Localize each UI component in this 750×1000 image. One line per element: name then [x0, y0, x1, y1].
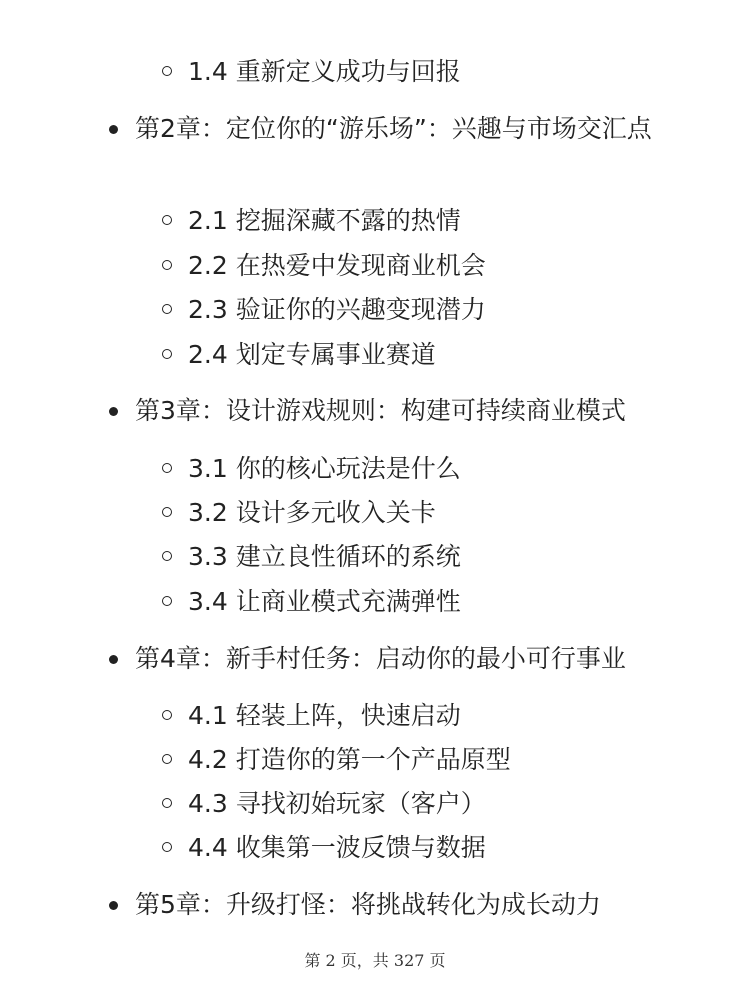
toc-section-label: 2.4 划定专属事业赛道 — [188, 340, 436, 369]
hollow-bullet-icon — [162, 463, 172, 473]
toc-chapter-3[interactable] — [135, 389, 675, 433]
hollow-bullet-icon — [162, 710, 172, 720]
page-number-footer: 第 2 页，共 327 页 — [304, 951, 446, 970]
toc-section-4-1[interactable] — [188, 694, 461, 738]
hollow-bullet-icon — [162, 260, 172, 270]
filled-bullet-icon — [109, 655, 118, 664]
toc-section-label: 2.1 挖掘深藏不露的热情 — [188, 206, 461, 235]
toc-chapter-label: 第5章：升级打怪：将挑战转化为成长动力 — [135, 890, 601, 919]
toc-section-label: 3.1 你的核心玩法是什么 — [188, 454, 461, 483]
toc-section-label: 1.4 重新定义成功与回报 — [188, 57, 461, 86]
toc-section-label: 4.2 打造你的第一个产品原型 — [188, 745, 511, 774]
hollow-bullet-icon — [162, 507, 172, 517]
toc-section-label: 2.2 在热爱中发现商业机会 — [188, 251, 486, 280]
toc-section-3-2[interactable] — [188, 491, 436, 535]
toc-section-4-3[interactable] — [188, 782, 486, 826]
toc-section-2-3[interactable] — [188, 288, 486, 332]
toc-section-2-4[interactable] — [188, 333, 436, 377]
filled-bullet-icon — [109, 407, 118, 416]
toc-section-label: 4.1 轻装上阵，快速启动 — [188, 701, 461, 730]
hollow-bullet-icon — [162, 596, 172, 606]
toc-section-4-4[interactable] — [188, 826, 486, 870]
toc-section-3-3[interactable] — [188, 535, 461, 579]
toc-section-label: 3.3 建立良性循环的系统 — [188, 542, 461, 571]
toc-section-label: 4.3 寻找初始玩家（客户） — [188, 789, 486, 818]
hollow-bullet-icon — [162, 66, 172, 76]
toc-section-label: 2.3 验证你的兴趣变现潜力 — [188, 295, 486, 324]
hollow-bullet-icon — [162, 842, 172, 852]
toc-chapter-2[interactable] — [135, 107, 675, 151]
filled-bullet-icon — [109, 901, 118, 910]
hollow-bullet-icon — [162, 754, 172, 764]
toc-chapter-5[interactable] — [135, 883, 675, 927]
toc-section-4-2[interactable] — [188, 738, 511, 782]
toc-chapter-label: 第2章：定位你的“游乐场”：兴趣与市场交汇点 — [135, 114, 652, 143]
toc-chapter-label: 第3章：设计游戏规则：构建可持续商业模式 — [135, 396, 626, 425]
toc-chapter-4[interactable] — [135, 637, 675, 681]
toc-section-3-1[interactable] — [188, 447, 461, 491]
toc-section-3-4[interactable] — [188, 580, 461, 624]
toc-section-2-1[interactable] — [188, 199, 461, 243]
hollow-bullet-icon — [162, 798, 172, 808]
hollow-bullet-icon — [162, 304, 172, 314]
toc-chapter-label: 第4章：新手村任务：启动你的最小可行事业 — [135, 644, 626, 673]
toc-section-1-4[interactable] — [188, 50, 461, 94]
hollow-bullet-icon — [162, 215, 172, 225]
filled-bullet-icon — [109, 125, 118, 134]
hollow-bullet-icon — [162, 551, 172, 561]
hollow-bullet-icon — [162, 349, 172, 359]
toc-section-label: 3.2 设计多元收入关卡 — [188, 498, 436, 527]
toc-section-label: 3.4 让商业模式充满弹性 — [188, 587, 461, 616]
toc-section-2-2[interactable] — [188, 244, 486, 288]
toc-section-label: 4.4 收集第一波反馈与数据 — [188, 833, 486, 862]
